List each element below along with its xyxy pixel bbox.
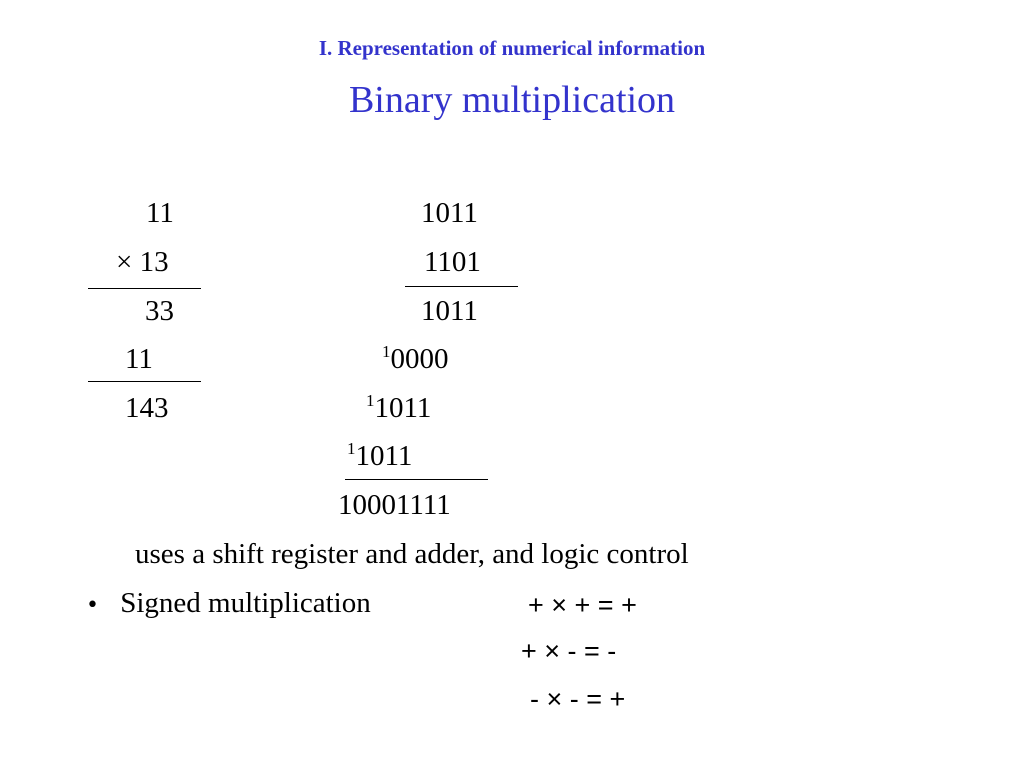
sign-rule: + × - = - bbox=[521, 636, 617, 666]
shift-register-note: uses a shift register and adder, and logic control bbox=[135, 538, 689, 570]
sign-rule: - × - = + bbox=[530, 684, 626, 714]
decimal-partial-2: 11 bbox=[125, 343, 153, 375]
binary-partial-row bbox=[366, 391, 432, 424]
sign-rule: + × + = + bbox=[528, 590, 637, 620]
binary-partial-value: 0000 bbox=[390, 343, 449, 375]
decimal-rule-2 bbox=[88, 381, 201, 382]
slide-title: Binary multiplication bbox=[348, 79, 676, 121]
decimal-result: 143 bbox=[125, 392, 169, 424]
binary-result: 10001111 bbox=[338, 489, 451, 521]
binary-partial-row bbox=[382, 342, 449, 375]
bullet-item-signed-multiplication bbox=[86, 589, 371, 618]
carry-mark: 1 bbox=[347, 439, 356, 458]
binary-rule-1 bbox=[405, 286, 518, 287]
bullet-icon: • bbox=[86, 593, 99, 618]
decimal-rule-1 bbox=[88, 288, 201, 289]
binary-partial-value: 1011 bbox=[355, 440, 413, 472]
binary-rule-2 bbox=[345, 479, 488, 480]
bullet-text: Signed multiplication bbox=[120, 587, 371, 619]
slide-subtitle: I. Representation of numerical information bbox=[318, 36, 706, 60]
carry-mark: 1 bbox=[382, 342, 391, 361]
binary-multiplicand: 1011 bbox=[421, 197, 478, 229]
decimal-multiplier: × 13 bbox=[116, 246, 169, 278]
decimal-multiplicand: 11 bbox=[146, 197, 174, 229]
binary-partial-value: 1011 bbox=[374, 392, 432, 424]
binary-multiplier: 1101 bbox=[424, 246, 481, 278]
carry-mark: 1 bbox=[366, 391, 375, 410]
binary-partial-row bbox=[421, 297, 478, 326]
decimal-partial-1: 33 bbox=[145, 295, 174, 327]
binary-partial-row bbox=[347, 439, 413, 472]
binary-partial-value: 1011 bbox=[421, 295, 478, 327]
